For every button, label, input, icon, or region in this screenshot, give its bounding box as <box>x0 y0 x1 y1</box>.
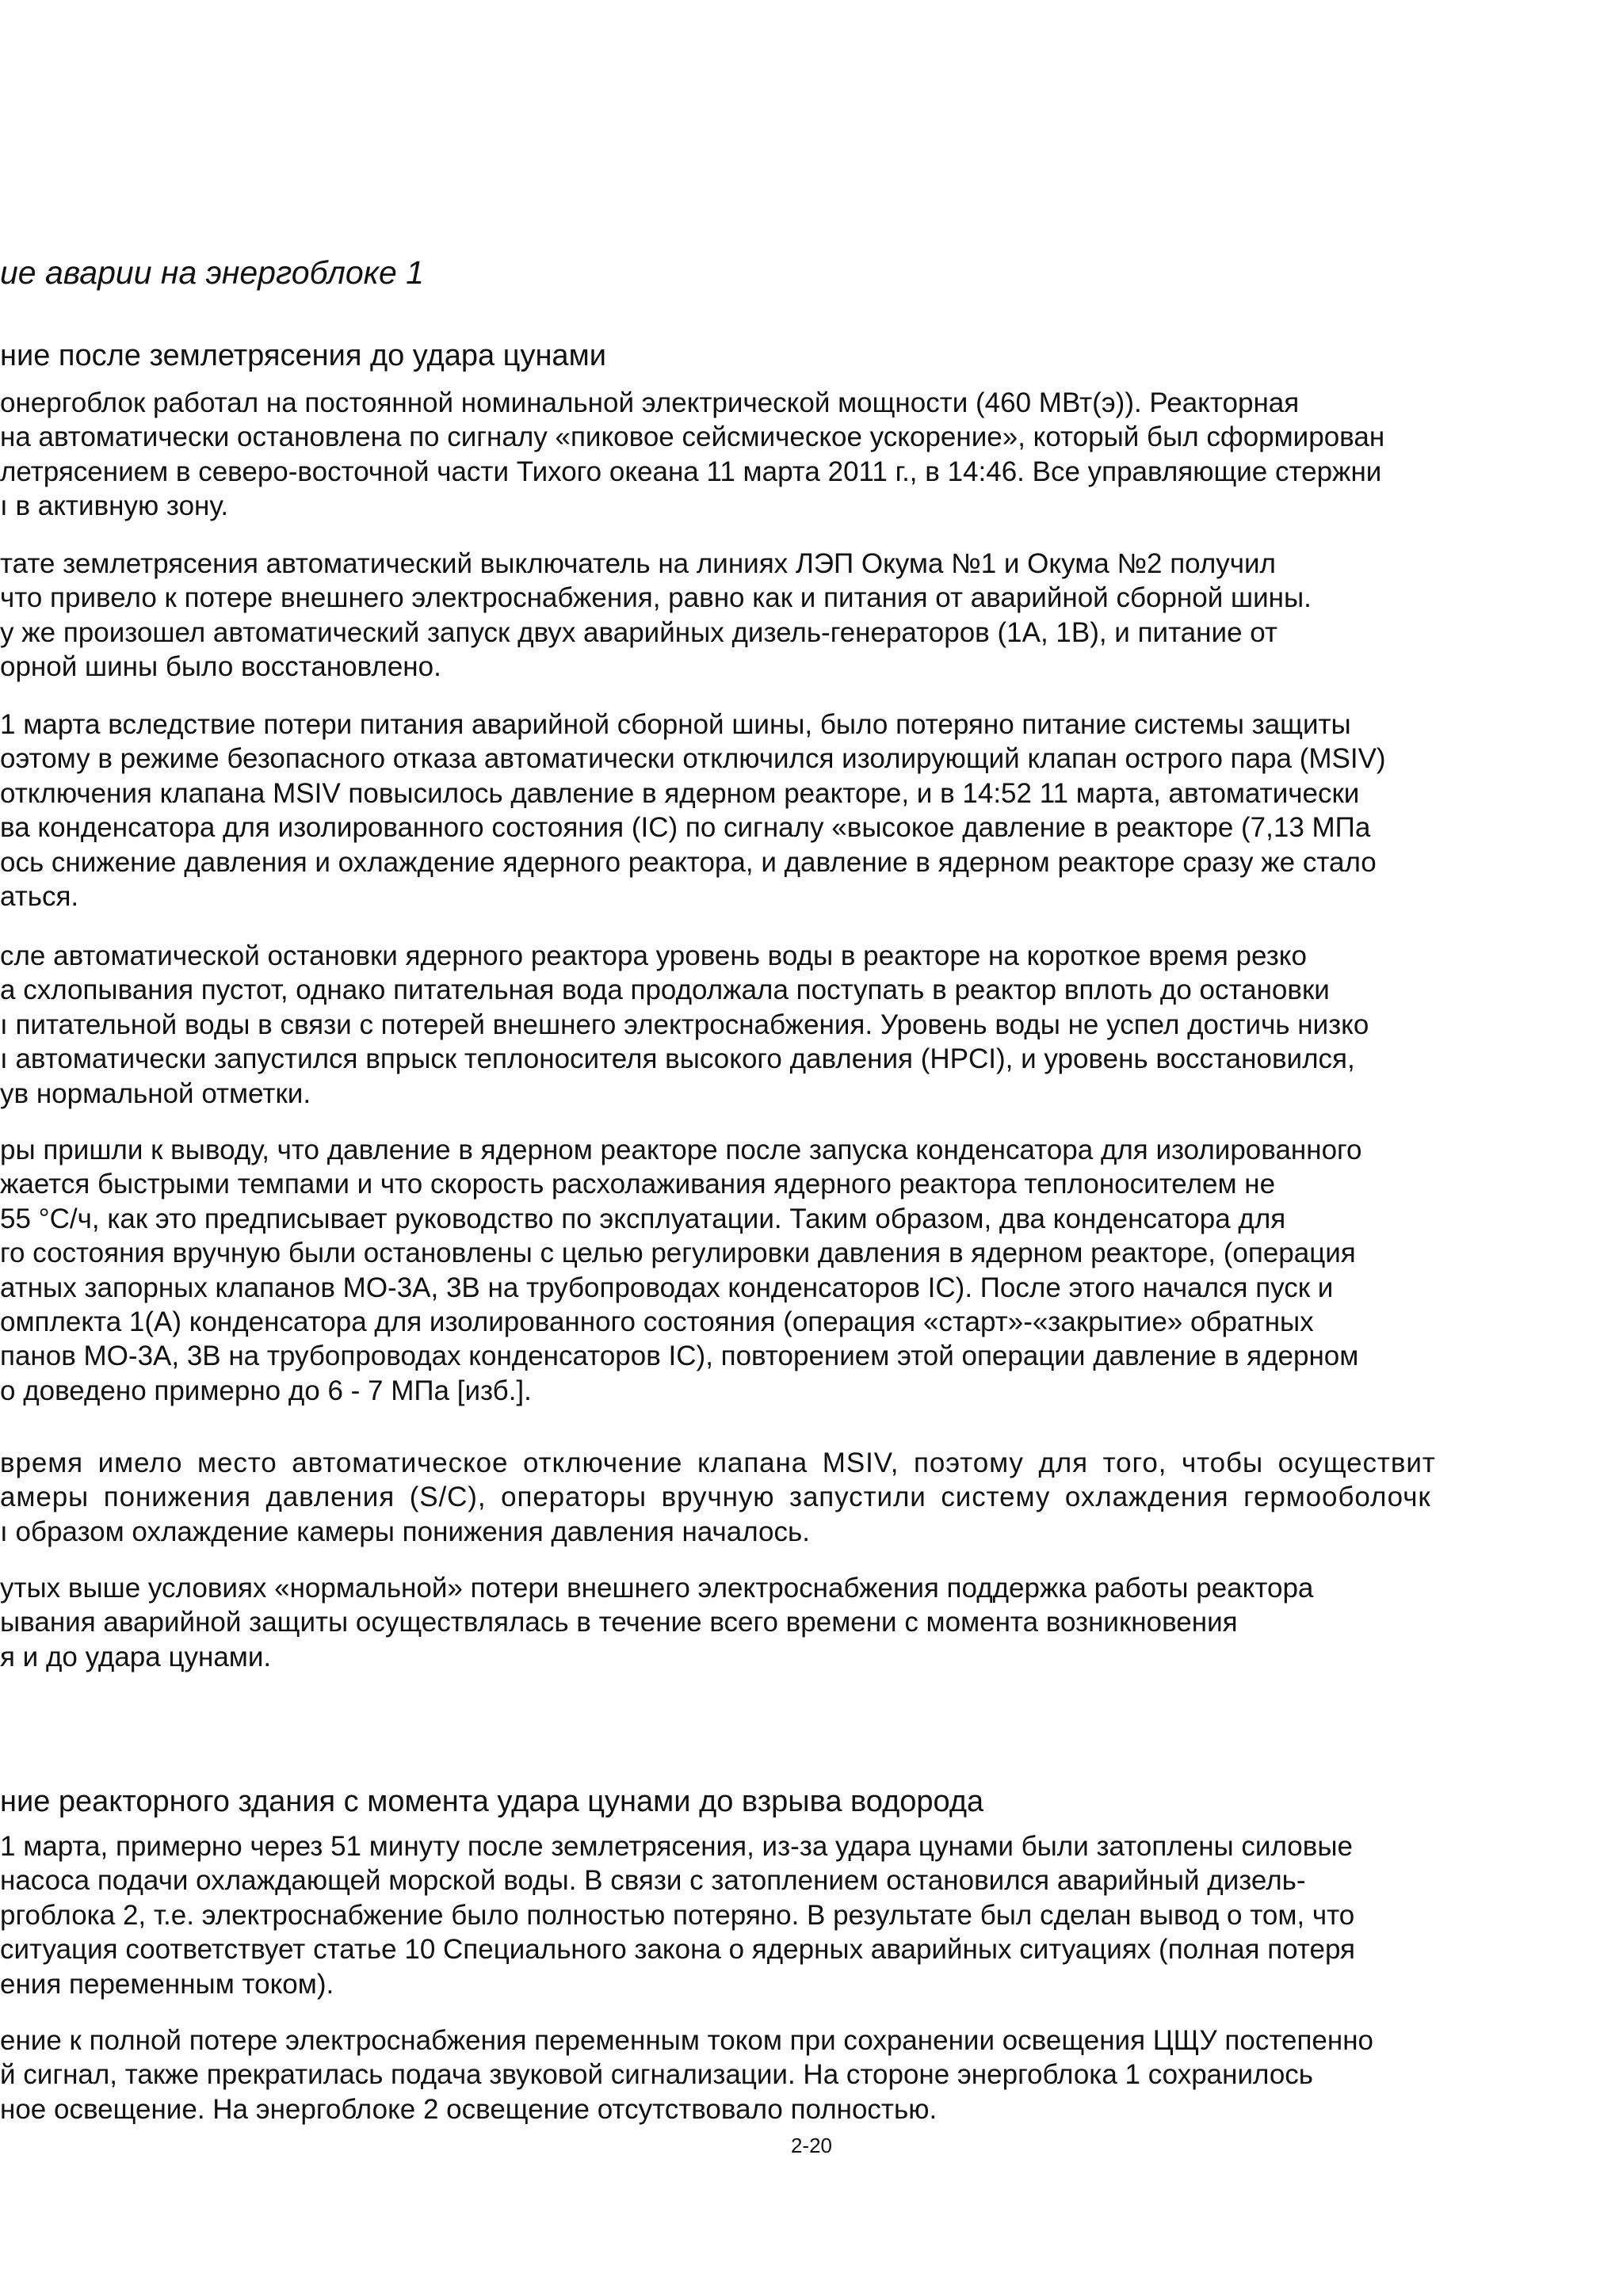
paragraph-line: отключения клапана MSIV повысилось давление в ядерном реакторе, и в 14:52 11 марта, автоматически <box>0 777 1360 809</box>
paragraph-3 <box>0 707 1623 913</box>
paragraph-5 <box>0 1133 1623 1408</box>
paragraph-line: тате землетрясения автоматический выключатель на линиях ЛЭП Окума №1 и Окума №2 получил <box>0 548 1276 579</box>
paragraph-line: орной шины было восстановлено. <box>0 651 441 683</box>
paragraph-line: оэтому в режиме безопасного отказа автоматически отключился изолирующий клапан острого пара (MSIV) <box>0 743 1386 775</box>
paragraph-line: ное освещение. На энергоблоке 2 освещение отсутствовало полностью. <box>0 2093 938 2125</box>
paragraph-line: омплекта 1(А) конденсатора для изолированного состояния (операция «старт»-«закрытие» обратных <box>0 1306 1314 1337</box>
paragraph-line: ı образом охлаждение камеры понижения давления началось. <box>0 1516 810 1547</box>
paragraph-line: атных запорных клапанов МО-3А, 3В на трубопроводах конденсаторов IC). После этого начался пуск и <box>0 1272 1334 1303</box>
paragraph-line: а схлопывания пустот, однако питательная вода продолжала поступать в реактор вплоть до остановки <box>0 974 1330 1006</box>
paragraph-line: ения переменным током). <box>0 1968 334 2000</box>
paragraph-line: ргоблока 2, т.е. электроснабжение было полностью потеряно. В результате был сделан вывод о том, что <box>0 1899 1355 1931</box>
paragraph-line: сле автоматической остановки ядерного реактора уровень воды в реакторе на короткое время резко <box>0 940 1307 971</box>
paragraph-9 <box>0 2023 1623 2126</box>
paragraph-line: ситуация соответствует статье 10 Специального закона о ядерных аварийных ситуациях (полная потеря <box>0 1934 1356 1966</box>
paragraph-4 <box>0 939 1623 1111</box>
paragraph-line: о доведено примерно до 6 - 7 МПа [изб.]. <box>0 1375 532 1406</box>
paragraph-8 <box>0 1829 1623 2001</box>
paragraph-line: время имело место автоматическое отключение клапана MSIV, поэтому для того, чтобы осуществит <box>0 1447 1436 1478</box>
paragraph-line: 1 марта вследствие потери питания аварийной сборной шины, было потеряно питание системы защиты <box>0 709 1351 740</box>
paragraph-line: онергоблок работал на постоянной номинальной электрической мощности (460 МВт(э)). Реакторная <box>0 387 1300 418</box>
paragraph-6 <box>0 1446 1623 1549</box>
paragraph-1 <box>0 386 1623 524</box>
paragraph-line: 1 марта, примерно через 51 минуту после землетрясения, из-за удара цунами были затоплены силовые <box>0 1831 1353 1862</box>
paragraph-line: ывания аварийной защиты осуществлялась в течение всего времени с момента возникновения <box>0 1607 1238 1638</box>
paragraph-line: утых выше условиях «нормальной» потери внешнего электроснабжения поддержка работы реактора <box>0 1573 1314 1604</box>
page-number: 2-20 <box>790 2134 833 2157</box>
paragraph-line: панов МО-3А, 3В на трубопроводах конденсаторов IC), повторением этой операции давление в ядерном <box>0 1341 1359 1372</box>
paragraph-line: жается быстрыми темпами и что скорость расхолаживания ядерного реактора теплоносителем не <box>0 1169 1276 1200</box>
paragraph-7 <box>0 1571 1623 1674</box>
paragraph-line: го состояния вручную были остановлены с целью регулировки давления в ядерном реакторе, (операция <box>0 1238 1356 1269</box>
paragraph-line: на автоматически остановлена по сигналу «пиковое сейсмическое ускорение», который был сформирован <box>0 421 1385 453</box>
paragraph-line: я и до удара цунами. <box>0 1641 272 1672</box>
subsection-title-1: ние после землетрясения до удара цунами <box>0 339 606 372</box>
paragraph-line: ı автоматически запустился впрыск теплоносителя высокого давления (HPCI), и уровень восстановился, <box>0 1043 1355 1075</box>
paragraph-line: ва конденсатора для изолированного состояния (IC) по сигналу «высокое давление в реакторе (7,13 МПа <box>0 812 1371 844</box>
paragraph-2 <box>0 547 1623 685</box>
paragraph-line: ув нормальной отметки. <box>0 1077 311 1109</box>
paragraph-line: й сигнал, также прекратилась подача звуковой сигнализации. На стороне энергоблока 1 сохранилось <box>0 2059 1314 2091</box>
paragraph-line: летрясением в северо-восточной части Тихого океана 11 марта 2011 г., в 14:46. Все управляющие стержни <box>0 456 1382 487</box>
paragraph-line: что привело к потере внешнего электроснабжения, равно как и питания от аварийной сборной шины. <box>0 582 1312 614</box>
paragraph-line: насоса подачи охлаждающей морской воды. В связи с затоплением остановился аварийный дизель- <box>0 1865 1306 1897</box>
paragraph-line: ось снижение давления и охлаждение ядерного реактора, и давление в ядерном реакторе сразу же стало <box>0 846 1377 878</box>
paragraph-line: аться. <box>0 880 79 912</box>
paragraph-line: 55 °С/ч, как это предписывает руководство по эксплуатации. Таким образом, два конденсатора для <box>0 1203 1286 1234</box>
paragraph-line: у же произошел автоматический запуск двух аварийных дизель-генераторов (1А, 1В), и питание от <box>0 616 1277 648</box>
paragraph-line: ı в активную зону. <box>0 490 229 522</box>
paragraph-line: ı питательной воды в связи с потерей внешнего электроснабжения. Уровень воды не успел достичь низко <box>0 1009 1369 1040</box>
paragraph-line: ры пришли к выводу, что давление в ядерном реакторе после запуска конденсатора для изолированного <box>0 1135 1362 1165</box>
paragraph-line: ение к полной потере электроснабжения переменным током при сохранении освещения ЦЩУ постепенно <box>0 2025 1373 2056</box>
section-title: ие аварии на энергоблоке 1 <box>0 254 424 291</box>
subsection-title-2: ние реакторного здания с момента удара цунами до взрыва водорода <box>0 1785 984 1818</box>
paragraph-line: амеры понижения давления (S/C), операторы вручную запустили систему охлаждения гермооболочк <box>0 1482 1431 1513</box>
